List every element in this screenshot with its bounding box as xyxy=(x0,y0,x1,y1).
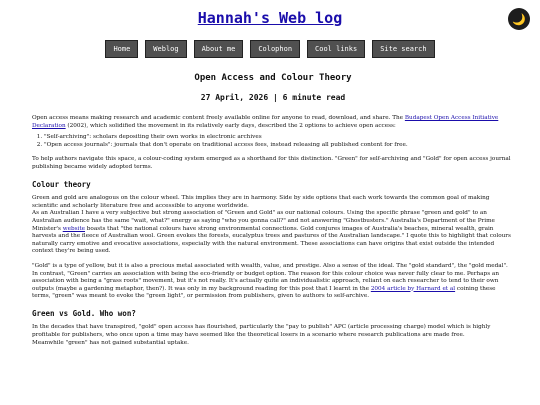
list-item: 2. "Open access journals": journals that don't operate on traditional access fees, instead releasing all published content for free. xyxy=(44,142,514,150)
nav-colophon[interactable]: Colophon xyxy=(250,40,300,58)
paragraph: In the decades that have transpired, "gold" open access has flourished, particularly the "pay to publish" APC (article processing charge) model which is highly profitable for publishers, who once upon a time may have seemed like the theoretical losers in a scenario where research publications are made free. xyxy=(32,324,491,339)
text: Open access means making research and academic content freely available online for anyone to read, download, and share. The xyxy=(32,115,405,121)
section-heading-green-vs-gold: Green vs Gold. Who won? xyxy=(32,308,136,318)
text: As an Australian I have a very subjective but strong association of "Green and Gold" as our national colours. Using the specific phrase "green and gold" to an Australian audience has the same "wait, what?" energy as saying "who you gonna call?" and not answering "Ghostbusters." Australia's Department of the Prime Minister's xyxy=(32,210,495,232)
paragraph xyxy=(32,271,514,301)
paragraph: To help authors navigate this space, a colour-coding system emerged as a shorthand for this distinction. "Green" for self-archiving and "Gold" for open access journal publishing became widely adopted terms. xyxy=(32,156,511,170)
nav-about-me[interactable]: About me xyxy=(194,40,244,58)
intro-paragraph xyxy=(32,115,514,130)
site-header xyxy=(0,8,540,27)
budapest-declaration-link[interactable]: Budapest Open Access Initiative Declaration xyxy=(32,115,499,129)
nav-home[interactable]: Home xyxy=(105,40,138,58)
theme-toggle-button[interactable] xyxy=(508,8,530,30)
text: (2002), which solidified the movement in its relatively early days, described the 2 options to achieve open access: xyxy=(65,122,396,129)
post-body xyxy=(32,115,514,347)
paragraph xyxy=(32,210,514,256)
main-nav xyxy=(0,40,540,58)
section-heading-colour-theory: Colour theory xyxy=(32,179,91,189)
paragraph: "Gold" is a type of yellow, but it is also a precious metal associated with wealth, value, and prestige. Also a sense of the ideal. The "gold standard", the "gold medal". xyxy=(32,262,508,269)
moon-icon: 🌙 xyxy=(512,12,526,26)
site-title-link[interactable]: Hannah's Web log xyxy=(197,9,343,27)
nav-site-search[interactable]: Site search xyxy=(372,40,434,58)
harnard-article-link[interactable]: 2004 article by Harnard et al xyxy=(370,285,456,292)
text: boasts that "the national colours have strong environmental connections. Gold conjures images of Australia's beaches, mineral wealth, grain harvests and the fleece of Australian wool. Green evokes the forests, eucalyptus trees and pastures of the Australian landscape." I quote this to highlight that colours naturally carry emotive and evocative associations, especially with the natural environment. These associations can have origins that exist outside the intended context they're being used. xyxy=(32,225,511,255)
nav-cool-links[interactable]: Cool links xyxy=(307,40,365,58)
post-meta: 27 April, 2026 | 6 minute read xyxy=(200,93,346,102)
list-item: 1. "Self-archiving": scholars depositing their own works in electronic archives xyxy=(44,134,514,142)
options-list xyxy=(44,134,514,149)
post-title: Open Access and Colour Theory xyxy=(194,73,352,83)
pm-website-link[interactable]: website xyxy=(62,225,85,232)
text: In contrast, "Green" carries an association with being the eco-friendly or budget option. The reason for this colour choice was never fully clear to me. Perhaps an association with being a "grass roots" movement, but it's not really. It's actually quite an individualistic approach, reliant on each researcher to tend to their own outputs (maybe a gardening metaphor, then?). It was only in my background reading for this post that I learnt in the xyxy=(32,270,499,292)
post-content xyxy=(32,70,514,347)
nav-weblog[interactable]: Weblog xyxy=(145,40,186,58)
paragraph: Green and gold are analogous on the colour wheel. This implies they are in harmony. Side by side options that each work towards the common goal of making scientific and scholarly literature free and accessible to anyone worldwide. xyxy=(32,195,490,209)
text: coining these terms, "green" was meant to evoke the "green light", or permission from publishers, given to authors to self-archive. xyxy=(32,285,496,300)
paragraph: Meanwhile "green" has not gained substantial uptake. xyxy=(32,339,189,346)
